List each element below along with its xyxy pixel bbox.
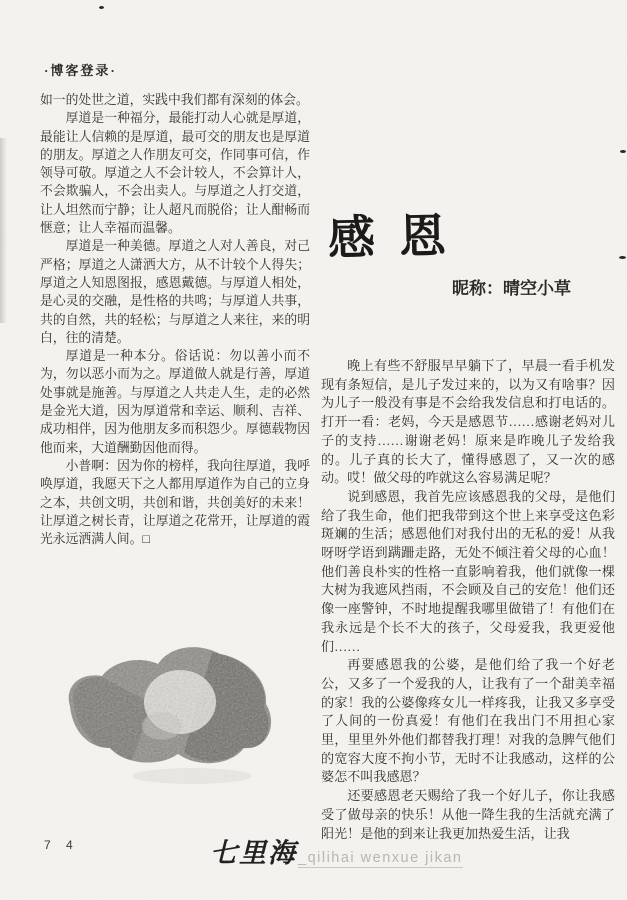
scan-edge-smudge <box>0 138 7 323</box>
paragraph: 晚上有些不舒服早早躺下了，早晨一看手机发现有条短信，是儿子发过来的，以为又有啥事？因为儿子一般没有事是不会给我发信息和打电话的。打开一看：老妈，今天是感恩节……感谢老妈对儿子的支持……谢谢老妈！原来是昨晚儿子发给我的。儿子真的长大了，懂得感恩了，又一次的感动。哎！做父母的咋就这么容易满足呢？ <box>321 358 615 486</box>
paragraph: 厚道是一种福分，最能打动人心就是厚道，最能让人信赖的是厚道，最可交的朋友也是厚道的朋友。厚道之人作朋友可交，作同事可信，作领导可敬。厚道之人不会计较人，不会算计人，不会欺骗人，不会出卖人。与厚道之人打交道，让人坦然而宁静；让人超凡而脱俗；让人酣畅而惬意；让人幸福而温馨。 <box>40 111 310 236</box>
scan-speckle <box>619 256 626 259</box>
scan-speckle <box>620 150 626 153</box>
rock-photo <box>62 634 280 786</box>
right-column-article <box>321 357 615 843</box>
paragraph: 说到感恩，我首先应该感恩我的父母，是他们给了我生命，他们把我带到这个世上来享受这色彩斑斓的生活；感恩他们对我付出的无私的爱！从我呀呀学语到蹒跚走路，无处不倾注着父母的心血！他们善良朴实的性格一直影响着我，他们就像一棵大树为我遮风挡雨，不会顾及自己的安危！他们还像一座警钟，不时地提醒我哪里做错了！有他们在我永远是个长不大的孩子，父母爱我，我更爱他们…… <box>321 488 615 654</box>
page-number: 7 4 <box>44 838 79 852</box>
journal-logo-subtitle: _qilihai wenxue jikan <box>298 850 463 866</box>
journal-logo <box>210 831 463 870</box>
paragraph: 厚道是一种美德。厚道之人对人善良，对己严格；厚道之人潇洒大方，从不计较个人得失；厚道之人知恩图报，感恩戴德。与厚道人相处，是心灵的交融，是性格的共鸣；与厚道人共事，共的自然，共的轻松；与厚道之人来往，来的明白，往的清楚。 <box>40 239 310 345</box>
paragraph: 小普啊：因为你的榜样，我向往厚道，我呼唤厚道，我愿天下之人都用厚道作为自己的立身之本，共创文明，共创和谐，共创美好的未来！让厚道之树长青，让厚道之花常开，让厚道的霞光永远洒满人间。□ <box>40 458 310 547</box>
section-header: ·博客登录· <box>44 63 117 78</box>
paragraph: 再要感恩我的公婆，是他们给了我一个好老公，又多了一个爱我的人，让我有了一个甜美幸福的家！我的公婆像疼女儿一样疼我，让我又多享受了人间的一份真爱！有他们在我出门不用担心家里，里里外外他们都替我打理！对我的急脾气他们的宽容大度不拘小节，无时不让我感动，这样的公婆怎不叫我感恩？ <box>321 657 615 785</box>
article-title: 感恩 <box>327 210 471 266</box>
left-column-article <box>40 91 310 548</box>
scan-speckle <box>99 6 104 9</box>
paragraph: 如一的处世之道，实践中我们都有深刻的体会。 <box>40 93 309 107</box>
paragraph: 厚道是一种本分。俗话说：勿以善小而不为，勿以恶小而为之。厚道做人就是行善，厚道处事就是施善。与厚道之人共走人生，走的必然是金光大道，因为厚道常和幸运、顺利、吉祥、成功相伴，因为他朋友多而积怨少。厚德载物因他而来，大道酬勤因他而得。 <box>40 349 310 455</box>
article-byline: 昵称：晴空小草 <box>452 279 571 298</box>
paragraph: 还要感恩老天赐给了我一个好儿子，你让我感受了做母亲的快乐！从他一降生我的生活就充满了阳光！是他的到来让我更加热爱生活，让我 <box>321 788 615 841</box>
journal-logo-calligraphy: 七里海 <box>210 838 297 868</box>
